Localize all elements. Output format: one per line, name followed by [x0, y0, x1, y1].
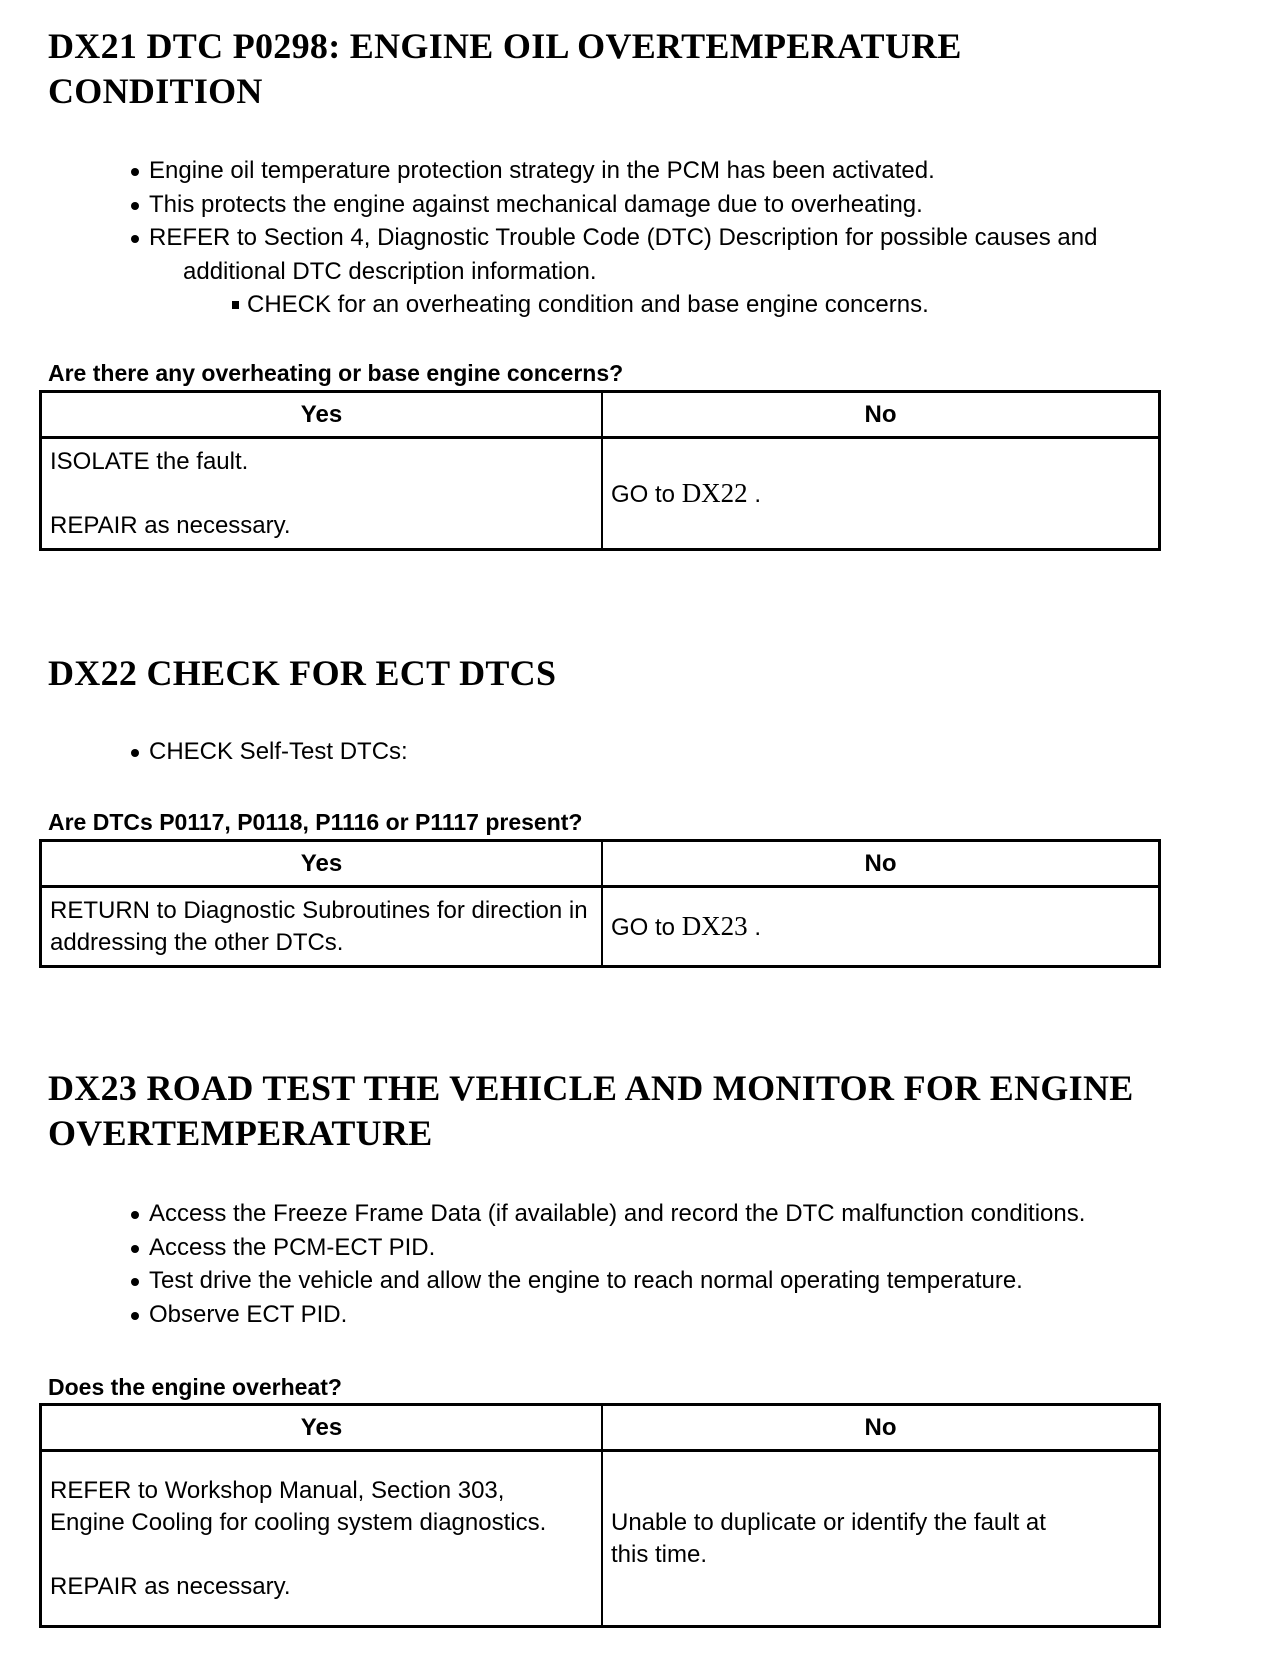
yes-text: ISOLATE the fault.	[50, 447, 249, 475]
table-row	[41, 887, 1160, 967]
title-line-2: OVERTEMPERATURE	[48, 1113, 433, 1153]
table-header-row	[41, 841, 1160, 887]
list-item-text: REFER to Section 4, Diagnostic Trouble Code (DTC) Description for possible causes and	[149, 224, 1098, 251]
no-text: GO to	[611, 480, 682, 508]
dx21-instruction-list	[130, 154, 1097, 322]
dx21-decision-table	[39, 390, 1161, 551]
dx22-instruction-list	[130, 735, 408, 769]
no-cell	[602, 1451, 1160, 1627]
bullet-icon	[131, 1278, 139, 1286]
yes-cell	[41, 1451, 603, 1627]
square-bullet-icon	[232, 301, 239, 309]
dx22-question: Are DTCs P0117, P0118, P1116 or P1117 present?	[48, 809, 583, 835]
list-item	[130, 1231, 1085, 1265]
list-item-text: CHECK for an overheating condition and base engine concerns.	[247, 291, 929, 318]
list-item-text: Access the PCM-ECT PID.	[149, 1233, 436, 1261]
yes-text: REPAIR as necessary.	[50, 1572, 291, 1600]
header-no: No	[602, 392, 1160, 438]
bullet-icon	[131, 749, 139, 757]
dx21-question: Are there any overheating or base engine concerns?	[48, 360, 624, 386]
section-title-dx23	[48, 1066, 1248, 1156]
step-link-dx23[interactable]: DX23	[681, 910, 748, 941]
list-item	[130, 221, 1097, 255]
list-item-text: CHECK Self-Test DTCs:	[149, 738, 408, 765]
bullet-icon	[131, 1312, 139, 1320]
list-item	[130, 1197, 1085, 1231]
no-text: GO to	[611, 913, 682, 941]
bullet-icon	[131, 202, 139, 210]
list-item	[130, 154, 1097, 188]
list-item-text: additional DTC description information.	[183, 257, 597, 285]
header-yes: Yes	[41, 1405, 603, 1451]
list-item	[130, 1264, 1085, 1298]
title-line-1: DX22 CHECK FOR ECT DTCS	[48, 653, 557, 693]
title-line-1: DX23 ROAD TEST THE VEHICLE AND MONITOR FOR ENGINE	[48, 1068, 1134, 1108]
list-item-continuation	[130, 255, 1097, 289]
table-row	[41, 438, 1160, 550]
no-text-suffix: .	[747, 913, 762, 941]
dx23-question: Does the engine overheat?	[48, 1374, 342, 1400]
bullet-icon	[131, 1211, 139, 1219]
table-header-row	[41, 1405, 1160, 1451]
title-line-2: CONDITION	[48, 71, 263, 111]
header-no: No	[602, 841, 1160, 887]
list-item-text: Access the Freeze Frame Data (if available) and record the DTC malfunction conditions.	[149, 1200, 1086, 1227]
yes-text: REPAIR as necessary.	[50, 511, 291, 539]
dx23-instruction-list	[130, 1197, 1085, 1331]
header-yes: Yes	[41, 392, 603, 438]
title-line-1: DX21 DTC P0298: ENGINE OIL OVERTEMPERATURE	[48, 26, 962, 66]
list-item	[130, 188, 1097, 222]
bullet-icon	[131, 1245, 139, 1253]
sub-list-item	[130, 288, 1097, 322]
list-item-text: This protects the engine against mechanical damage due to overheating.	[149, 190, 923, 218]
list-item-text: Test drive the vehicle and allow the engine to reach normal operating temperature.	[149, 1267, 1023, 1294]
table-row	[41, 1451, 1160, 1627]
section-title-dx21	[48, 24, 1248, 114]
yes-text: REFER to Workshop Manual, Section 303, Engine Cooling for cooling system diagnostics.	[50, 1476, 547, 1536]
list-item-text: Observe ECT PID.	[149, 1300, 348, 1328]
dx23-decision-table	[39, 1403, 1161, 1628]
dx22-decision-table	[39, 839, 1161, 968]
yes-cell	[41, 438, 603, 550]
section-title-dx22	[48, 651, 1248, 696]
no-text: Unable to duplicate or identify the fault at this time.	[611, 1508, 1046, 1568]
bullet-icon	[131, 168, 139, 176]
header-no: No	[602, 1405, 1160, 1451]
bullet-icon	[131, 235, 139, 243]
header-yes: Yes	[41, 841, 603, 887]
no-cell	[602, 438, 1160, 550]
yes-text: RETURN to Diagnostic Subroutines for direction in addressing the other DTCs.	[50, 896, 588, 956]
no-text-suffix: .	[747, 480, 762, 508]
list-item	[130, 735, 408, 769]
no-cell	[602, 887, 1160, 967]
table-header-row	[41, 392, 1160, 438]
yes-cell	[41, 887, 603, 967]
list-item	[130, 1298, 1085, 1332]
list-item-text: Engine oil temperature protection strategy in the PCM has been activated.	[149, 157, 935, 184]
step-link-dx22[interactable]: DX22	[681, 477, 748, 508]
